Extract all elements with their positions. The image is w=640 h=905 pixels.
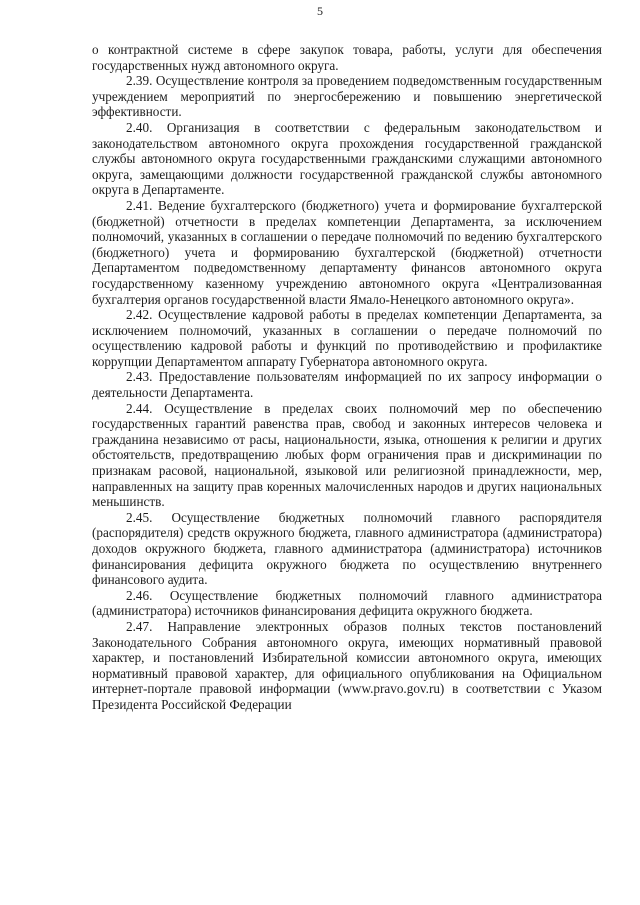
paragraph-2-46: 2.46. Осуществление бюджетных полномочий главного администратора (администратора) источников финансирования дефицита окружного бюджета. [92, 587, 602, 619]
paragraph-2-41: 2.41. Ведение бухгалтерского (бюджетного) учета и формирование бухгалтерской (бюджетной) отчетности в пределах компетенции Департамента, за исключением полномочий, указанных в соглашении о передаче полномочий по ведению бухгалтерского (бюджетного) учета и формированию бухгалтерской (бюджетной) отчетности Департаментом подведомственному департаменту финансов автономного округа государственному казенному учреждению автономного округа «Централизованная бухгалтерия органов государственной власти Ямало-Ненецкого автономного округа». [92, 197, 602, 307]
paragraph-2-42: 2.42. Осуществление кадровой работы в пределах компетенции Департамента, за исключением полномочий, указанных в соглашении о передаче полномочий по осуществлению кадровой работы и функций по противодействию и профилактике коррупции Департаментом аппарату Губернатора автономного округа. [92, 307, 602, 369]
page-number: 5 [317, 4, 323, 18]
paragraph-2-44: 2.44. Осуществление в пределах своих полномочий мер по обеспечению государственных гарантий равенства прав, свобод и законных интересов человека и гражданина независимо от расы, национальности, языка, отношения к религии и других обстоятельств, предотвращению любых форм ограничения прав и дискриминации по признакам расовой, национальной, языковой или религиозной принадлежности, мер, направленных на защиту прав коренных малочисленных народов и других национальных меньшинств. [92, 400, 602, 510]
paragraph-2-39: 2.39. Осуществление контроля за проведением подведомственным государственным учреждением мероприятий по энергосбережению и повышению энергетической эффективности. [92, 73, 602, 120]
paragraph-2-40: 2.40. Организация в соответствии с федеральным законодательством и законодательством автономного округа прохождения государственной гражданской службы автономного округа государственными гражданскими служащими автономного округа, замещающими должности государственной гражданской службы автономного округа в Департаменте. [92, 119, 602, 198]
paragraph-2-47: 2.47. Направление электронных образов полных текстов постановлений Законодательного Собрания автономного округа, имеющих нормативный правовой характер, и постановлений Избирательной комиссии автономного округа, имеющих нормативный правовой характер, для официального опубликования на Официальном интернет-портале правовой информации (www.pravo.gov.ru) в соответствии с Указом Президента Российской Федерации [92, 618, 602, 712]
document-body [92, 42, 602, 713]
paragraph-2-43: 2.43. Предоставление пользователям информацией по их запросу информации о деятельности Департамента. [92, 369, 602, 401]
paragraph-2-45: 2.45. Осуществление бюджетных полномочий главного распорядителя (распорядителя) средств окружного бюджета, главного администратора (администратора) доходов окружного бюджета, главного администратора (администратора) источников финансирования дефицита окружного бюджета по осуществлению внутреннего финансового аудита. [92, 509, 602, 588]
paragraph-continuation: о контрактной системе в сфере закупок товара, работы, услуги для обеспечения государственных нужд автономного округа. [92, 42, 602, 73]
